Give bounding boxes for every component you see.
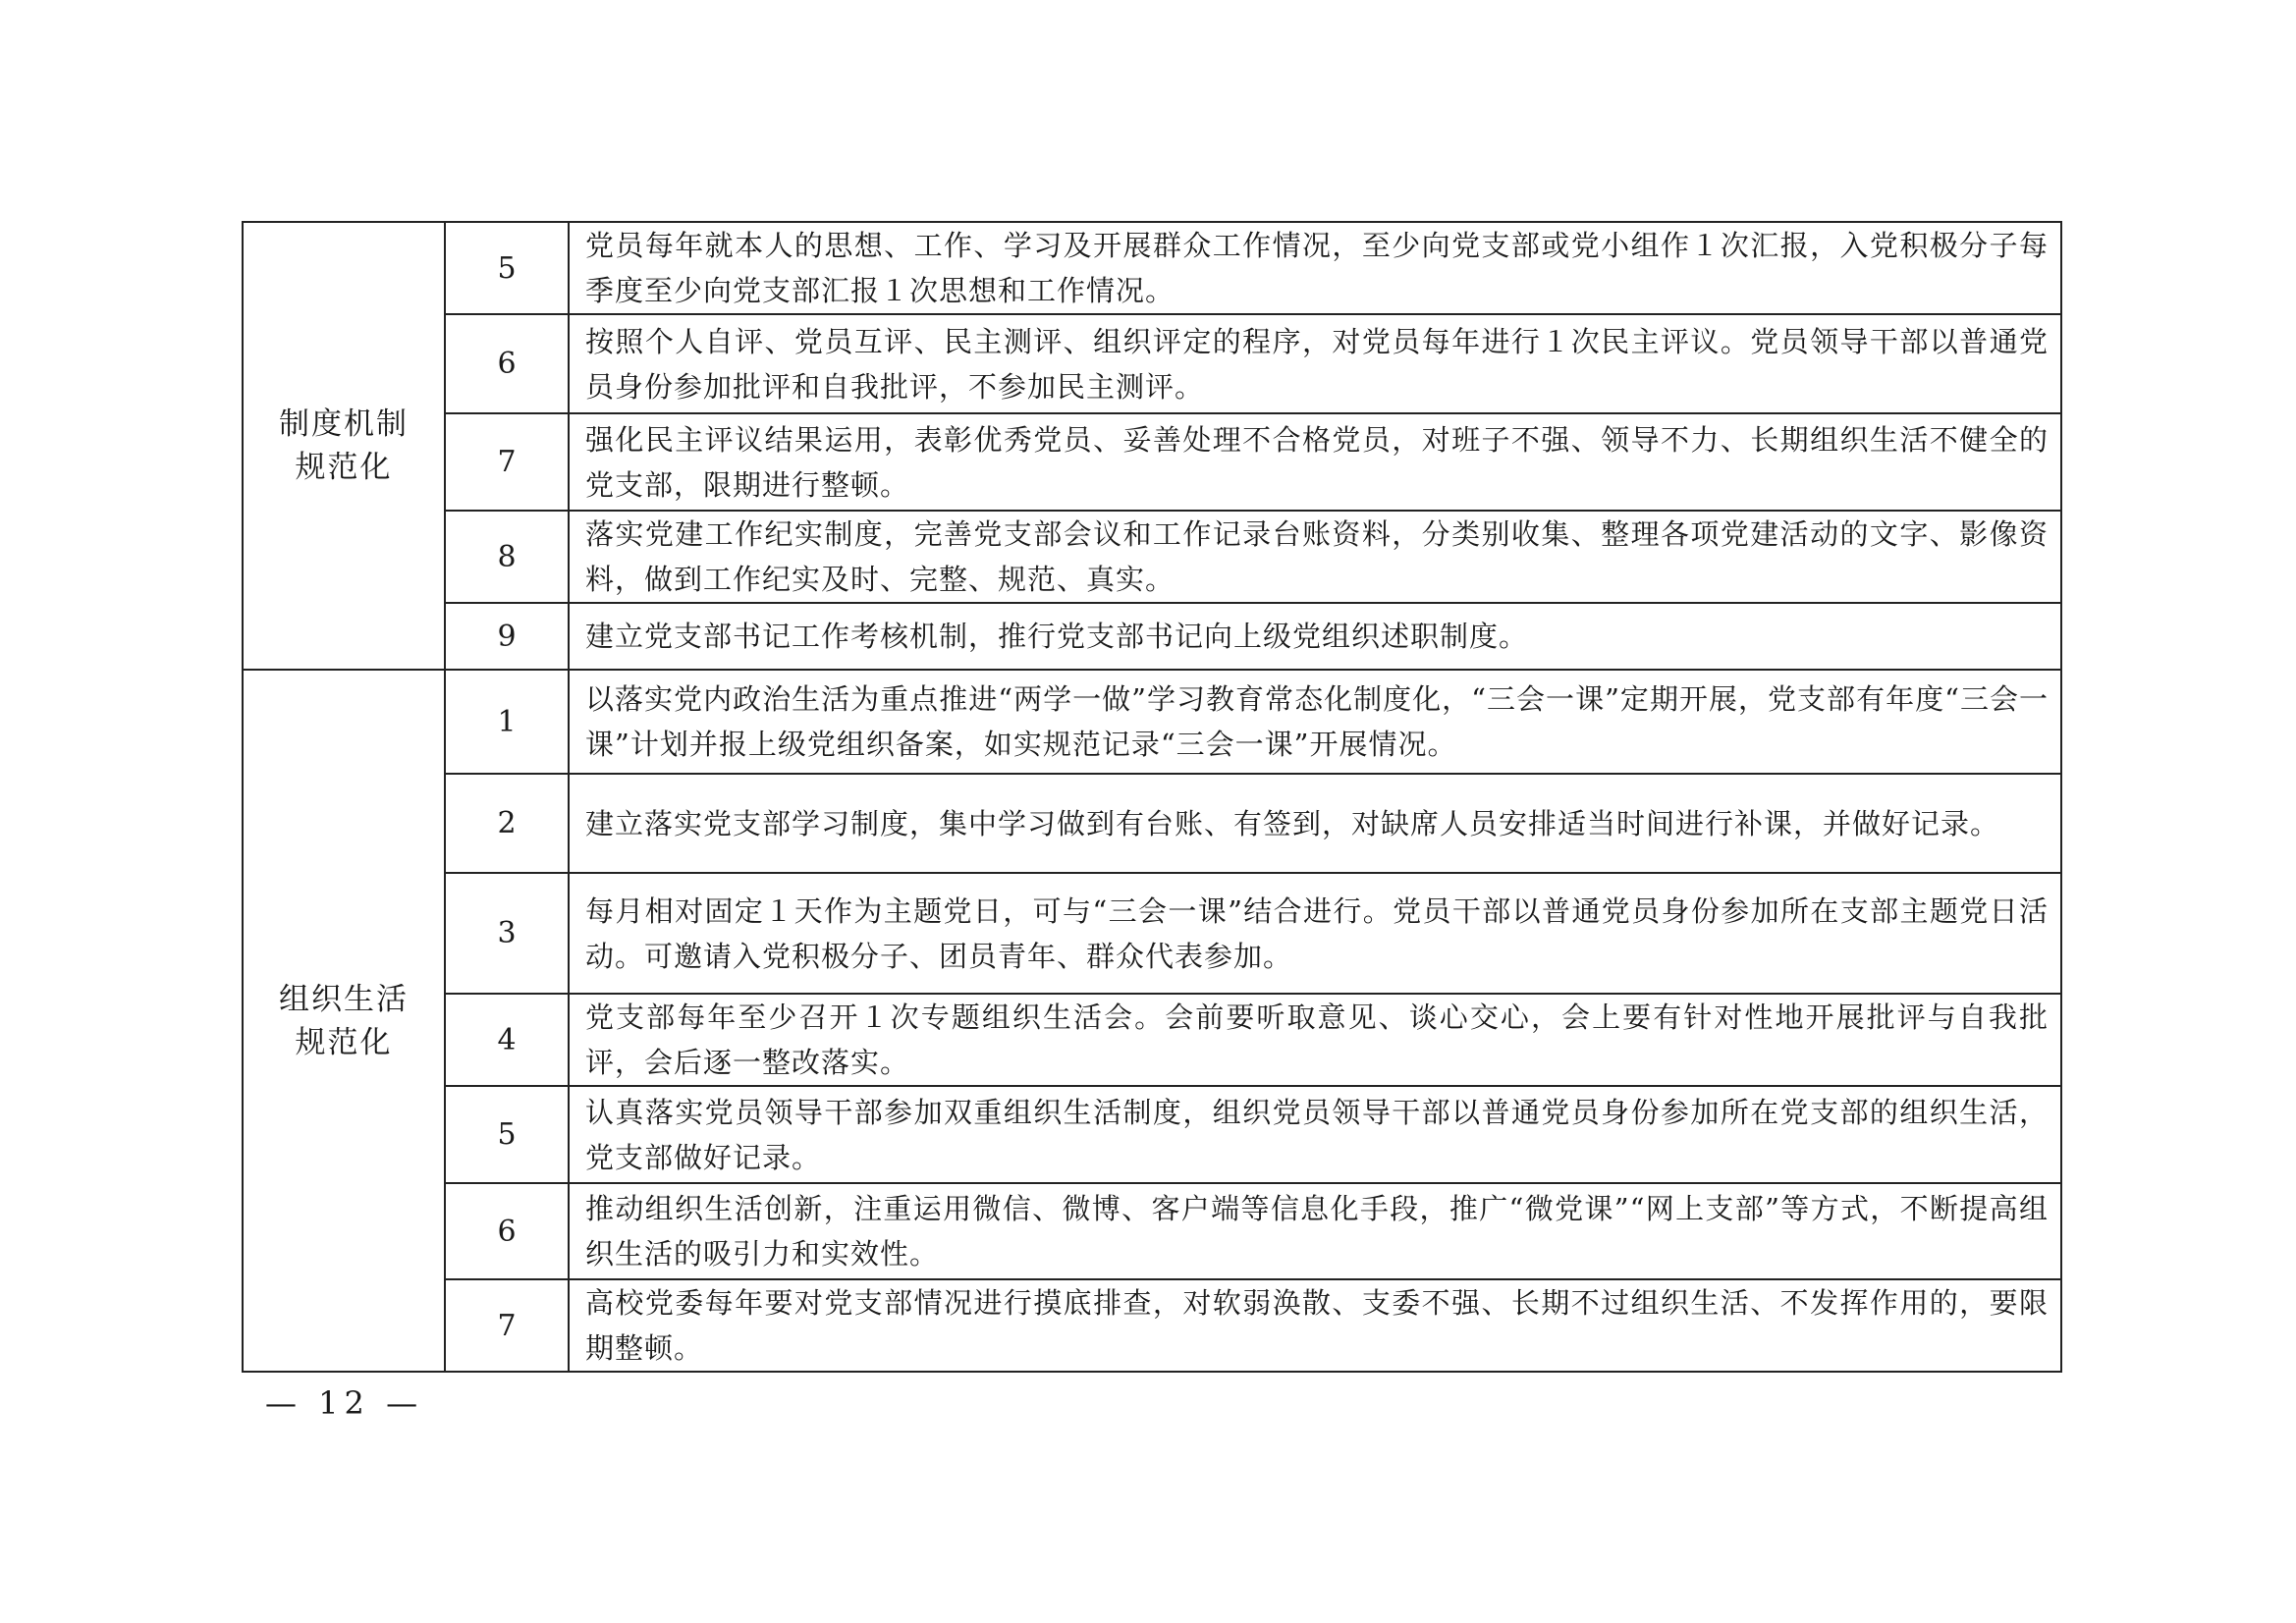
table-row <box>243 774 2061 873</box>
item-number: 1 <box>445 670 569 774</box>
table-row <box>243 314 2061 413</box>
table-row <box>243 413 2061 511</box>
item-text: 强化民主评议结果运用，表彰优秀党员、妥善处理不合格党员，对班子不强、领导不力、长期组织生活不健全的党支部，限期进行整顿。 <box>569 413 2061 511</box>
category-label: 制度机制 规范化 <box>279 406 409 485</box>
item-text: 每月相对固定１天作为主题党日，可与“三会一课”结合进行。党员干部以普通党员身份参加所在支部主题党日活动。可邀请入党积极分子、团员青年、群众代表参加。 <box>569 873 2061 994</box>
item-number: 5 <box>445 222 569 314</box>
item-number: 7 <box>445 413 569 511</box>
item-text: 党员每年就本人的思想、工作、学习及开展群众工作情况，至少向党支部或党小组作１次汇报，入党积极分子每季度至少向党支部汇报１次思想和工作情况。 <box>569 222 2061 314</box>
item-text: 按照个人自评、党员互评、民主测评、组织评定的程序，对党员每年进行１次民主评议。党员领导干部以普通党员身份参加批评和自我批评，不参加民主测评。 <box>569 314 2061 413</box>
category-cell <box>243 670 445 1372</box>
item-number: 3 <box>445 873 569 994</box>
item-number: 4 <box>445 994 569 1086</box>
page-number: — 12 — <box>265 1384 424 1422</box>
item-text: 建立党支部书记工作考核机制，推行党支部书记向上级党组织述职制度。 <box>569 603 2061 670</box>
item-number: 7 <box>445 1279 569 1372</box>
item-text: 推动组织生活创新，注重运用微信、微博、客户端等信息化手段，推广“微党课”“网上支部”等方式，不断提高组织生活的吸引力和实效性。 <box>569 1183 2061 1279</box>
category-label: 组织生活 规范化 <box>279 981 409 1060</box>
item-text: 认真落实党员领导干部参加双重组织生活制度，组织党员领导干部以普通党员身份参加所在党支部的组织生活，党支部做好记录。 <box>569 1086 2061 1183</box>
item-number: 9 <box>445 603 569 670</box>
table-row <box>243 1086 2061 1183</box>
item-number: 8 <box>445 511 569 603</box>
table-row <box>243 603 2061 670</box>
category-cell <box>243 222 445 670</box>
table-row <box>243 511 2061 603</box>
table-row <box>243 873 2061 994</box>
table-row <box>243 1279 2061 1372</box>
table-row <box>243 222 2061 314</box>
item-number: 5 <box>445 1086 569 1183</box>
item-number: 6 <box>445 314 569 413</box>
standards-table <box>242 221 2062 1373</box>
item-text: 以落实党内政治生活为重点推进“两学一做”学习教育常态化制度化，“三会一课”定期开展，党支部有年度“三会一课”计划并报上级党组织备案，如实规范记录“三会一课”开展情况。 <box>569 670 2061 774</box>
table-row <box>243 670 2061 774</box>
item-number: 6 <box>445 1183 569 1279</box>
table-row <box>243 1183 2061 1279</box>
item-text: 党支部每年至少召开１次专题组织生活会。会前要听取意见、谈心交心，会上要有针对性地开展批评与自我批评，会后逐一整改落实。 <box>569 994 2061 1086</box>
item-text: 建立落实党支部学习制度，集中学习做到有台账、有签到，对缺席人员安排适当时间进行补课，并做好记录。 <box>569 774 2061 873</box>
table-row <box>243 994 2061 1086</box>
item-number: 2 <box>445 774 569 873</box>
item-text: 落实党建工作纪实制度，完善党支部会议和工作记录台账资料，分类别收集、整理各项党建活动的文字、影像资料，做到工作纪实及时、完整、规范、真实。 <box>569 511 2061 603</box>
item-text: 高校党委每年要对党支部情况进行摸底排查，对软弱涣散、支委不强、长期不过组织生活、不发挥作用的，要限期整顿。 <box>569 1279 2061 1372</box>
